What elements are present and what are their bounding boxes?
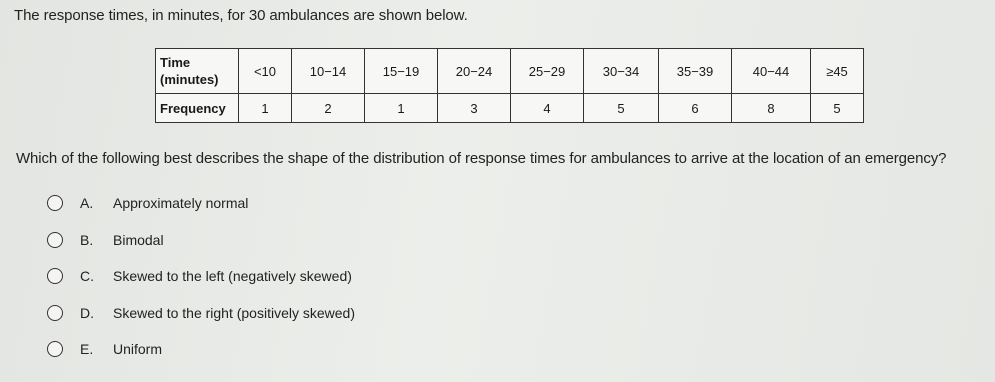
interval-cell: <10 xyxy=(239,49,292,94)
radio-button-icon[interactable] xyxy=(47,195,63,211)
option-a[interactable] xyxy=(47,193,249,213)
option-letter: C. xyxy=(80,268,94,284)
time-header-line2: (minutes) xyxy=(160,72,219,87)
frequency-cell: 3 xyxy=(438,94,511,123)
option-d[interactable] xyxy=(47,303,355,323)
option-label: Uniform xyxy=(113,341,163,357)
interval-cell: 10−14 xyxy=(292,49,365,94)
option-e[interactable] xyxy=(47,339,163,359)
table-row xyxy=(156,94,864,123)
frequency-cell: 1 xyxy=(365,94,438,123)
radio-button-icon[interactable] xyxy=(47,305,63,321)
option-label: Approximately normal xyxy=(113,195,249,211)
radio-button-icon[interactable] xyxy=(47,268,63,284)
interval-cell: ≥45 xyxy=(811,49,864,94)
interval-cell: 25−29 xyxy=(511,49,584,94)
table-row xyxy=(156,49,864,94)
radio-button-icon[interactable] xyxy=(47,341,63,357)
frequency-cell: 1 xyxy=(239,94,292,123)
interval-cell: 30−34 xyxy=(584,49,659,94)
interval-cell: 40−44 xyxy=(732,49,811,94)
option-letter: B. xyxy=(80,232,94,248)
frequency-cell: 4 xyxy=(511,94,584,123)
frequency-cell: 2 xyxy=(292,94,365,123)
interval-cell: 35−39 xyxy=(659,49,732,94)
option-letter: E. xyxy=(80,341,94,357)
option-label: Bimodal xyxy=(113,232,164,248)
time-header xyxy=(156,49,239,94)
question-text: Which of the following best describes the shape of the distribution of response times for ambulances to arrive at the location of an emergency? xyxy=(16,150,947,167)
frequency-cell: 6 xyxy=(659,94,732,123)
option-letter: D. xyxy=(80,305,94,321)
frequency-cell: 5 xyxy=(584,94,659,123)
radio-button-icon[interactable] xyxy=(47,232,63,248)
frequency-header: Frequency xyxy=(156,94,239,123)
frequency-cell: 8 xyxy=(732,94,811,123)
option-c[interactable] xyxy=(47,266,352,286)
option-label: Skewed to the left (negatively skewed) xyxy=(113,268,352,284)
frequency-table xyxy=(155,48,864,123)
option-letter: A. xyxy=(80,195,94,211)
time-header-line1: Time xyxy=(160,55,191,70)
interval-cell: 20−24 xyxy=(438,49,511,94)
option-b[interactable] xyxy=(47,230,164,250)
option-label: Skewed to the right (positively skewed) xyxy=(113,305,355,321)
frequency-cell: 5 xyxy=(811,94,864,123)
interval-cell: 15−19 xyxy=(365,49,438,94)
intro-text: The response times, in minutes, for 30 ambulances are shown below. xyxy=(14,7,468,24)
